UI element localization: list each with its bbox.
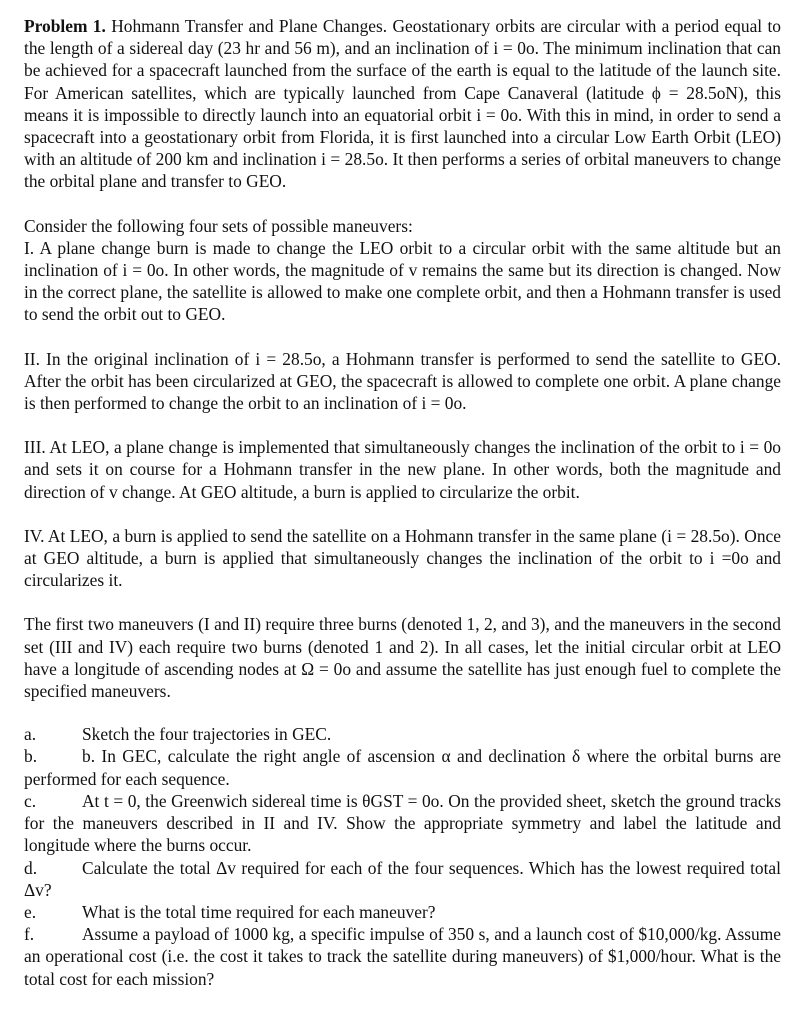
question-label: d. [24, 857, 38, 878]
question-label: a. [24, 724, 37, 745]
question-text: Calculate the total Δv required for each of the four sequences. Which has the lowest required total Δv? [24, 857, 781, 900]
question-label: e. [24, 901, 37, 922]
maneuver-1: I. A plane change burn is made to change the LEO orbit to a circular orbit with the same altitude but an inclination of i = 0o. In other words, the magnitude of v remains the same but its direction is changed. Now in the correct plane, the satellite is allowed to make one complete orbit, and then a Hohmann transfer is used to send the orbit out to GEO. [24, 237, 781, 325]
question-list [24, 723, 781, 989]
question-label: f. [24, 924, 35, 945]
document-page [24, 15, 781, 990]
question-text: At t = 0, the Greenwich sidereal time is θGST = 0o. On the provided sheet, sketch the ground tracks for the maneuvers described in II and IV. Show the appropriate symmetry and label the latitude and longitude where the burns occur. [24, 790, 781, 856]
question-c [24, 790, 781, 857]
question-a [24, 723, 781, 745]
question-label: b. [24, 746, 38, 767]
maneuver-3: III. At LEO, a plane change is implemented that simultaneously changes the inclination of the orbit to i = 0o and sets it on course for a Hohmann transfer in the new plane. In other words, both the magnitude and direction of v change. At GEO altitude, a burn is applied to circularize the orbit. [24, 437, 781, 502]
maneuvers-lead: Consider the following four sets of possible maneuvers: I. A plane change burn is made to change the LEO orbit to a circular orbit with the same altitude but an inclination of i = 0o. In other words, the magnitude of v remains the same but its direction is changed. Now in the correct plane, the satellite is allowed to make one complete orbit, and then a Hohmann transfer is used to send the orbit out to GEO. [24, 215, 781, 325]
question-text: b. In GEC, calculate the right angle of ascension α and declination δ where the orbital burns are performed for each sequence. [24, 746, 781, 789]
problem-intro: Hohmann Transfer and Plane Changes. Geostationary orbits are circular with a period equal to the length of a sidereal day (23 hr and 56 m), and an inclination of i = 0o. The minimum inclination that can be achieved for a spacecraft launched from the surface of the earth is equal to the latitude of the launch site. For American satellites, which are typically launched from Cape Canaveral (latitude ϕ = 28.5oN), this means it is impossible to directly launch into an equatorial orbit i = 0o. With this in mind, in order to send a spacecraft into a geostationary orbit from Florida, it is first launched into a circular Low Earth Orbit (LEO) with an altitude of 200 km and inclination i = 28.5o. It then performs a series of orbital maneuvers to change the orbital plane and transfer to GEO. [24, 16, 781, 192]
question-d [24, 857, 781, 901]
problem-heading: Problem 1. [24, 16, 106, 36]
problem-statement [24, 15, 781, 193]
question-text: Assume a payload of 1000 kg, a specific impulse of 350 s, and a launch cost of $10,000/kg. Assume an operational cost (i.e. the cost it takes to track the satellite during maneuvers) of $1,000/hour. What is the total cost for each mission? [24, 924, 781, 989]
question-f [24, 923, 781, 990]
maneuver-2: II. In the original inclination of i = 28.5o, a Hohmann transfer is performed to send the satellite to GEO. After the orbit has been circularized at GEO, the spacecraft is allowed to complete one orbit. A plane change is then performed to change the orbit to an inclination of i = 0o. [24, 348, 781, 414]
maneuver-4: IV. At LEO, a burn is applied to send the satellite on a Hohmann transfer in the same plane (i = 28.5o). Once at GEO altitude, a burn is applied that simultaneously changes the inclination of the orbit to i =0o and circularizes it. [24, 525, 781, 591]
question-text: What is the total time required for each maneuver? [82, 901, 436, 922]
question-label: c. [24, 790, 37, 811]
question-b [24, 745, 781, 789]
question-e [24, 901, 781, 923]
question-text: Sketch the four trajectories in GEC. [82, 724, 332, 745]
notes-paragraph: The first two maneuvers (I and II) require three burns (denoted 1, 2, and 3), and the maneuvers in the second set (III and IV) each require two burns (denoted 1 and 2). In all cases, let the initial circular orbit at LEO have a longitude of ascending nodes at Ω = 0o and assume the satellite has just enough fuel to complete the specified maneuvers. [24, 614, 781, 702]
